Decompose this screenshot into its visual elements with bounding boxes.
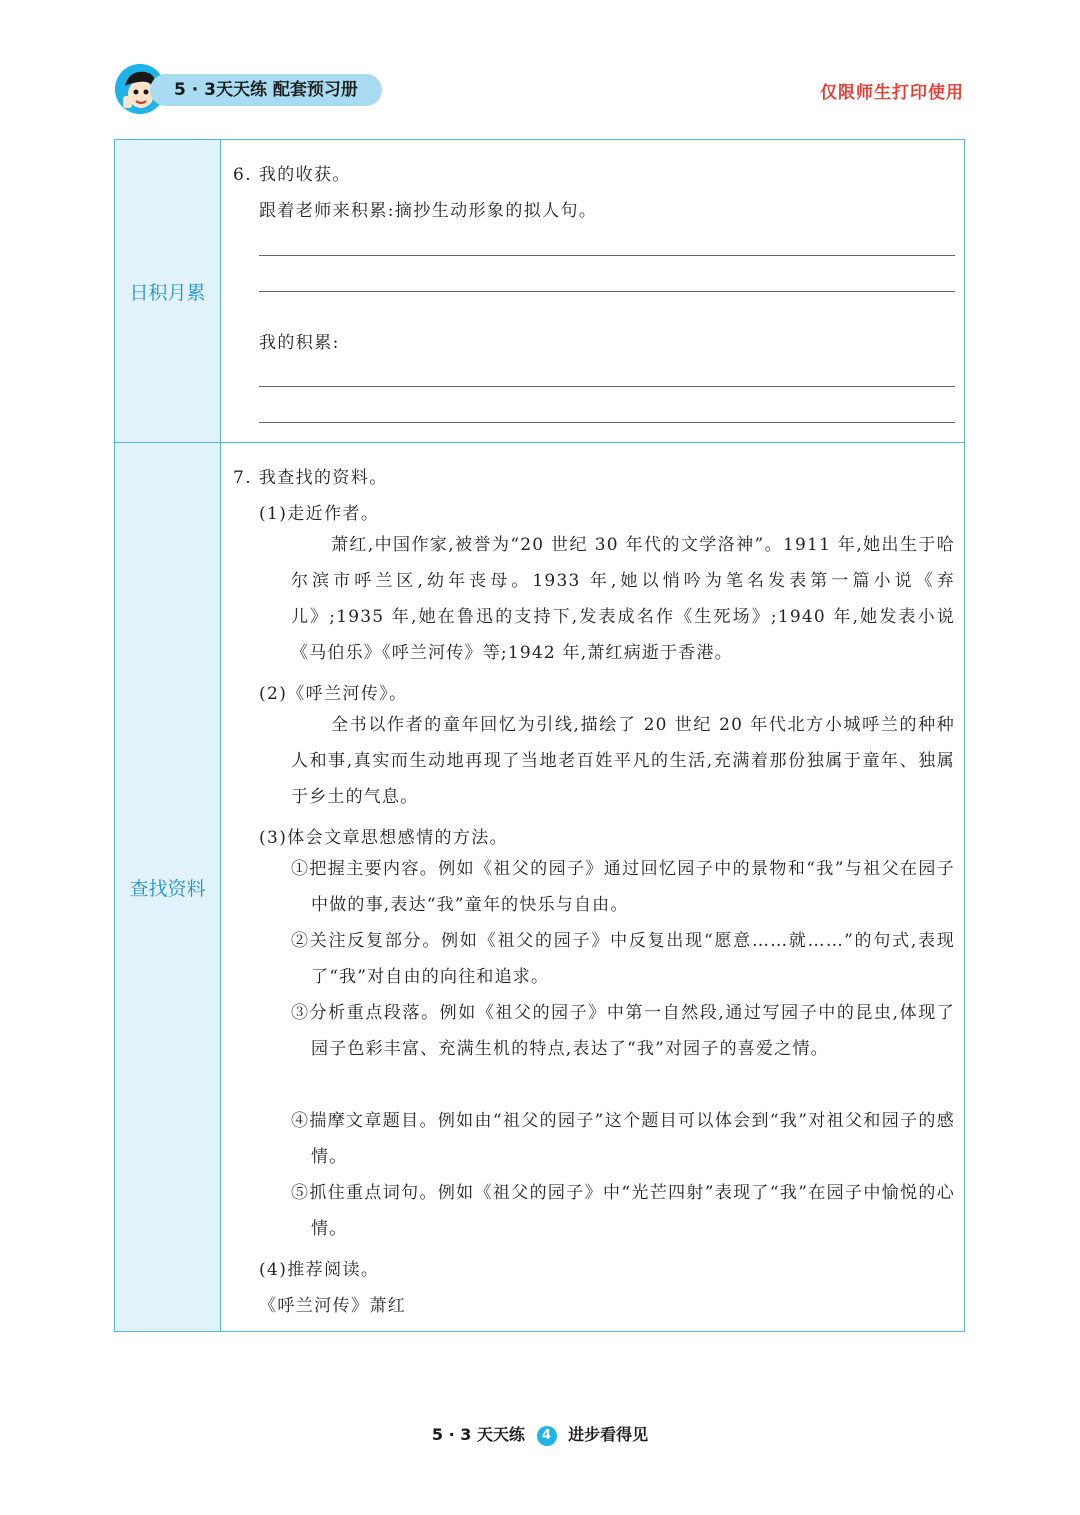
print-notice: 仅限师生打印使用	[820, 83, 964, 103]
subsection-title: (2)《呼兰河传》。	[259, 684, 408, 704]
page-footer	[0, 1422, 1080, 1446]
method-item: ①把握主要内容。例如《祖父的园子》通过回忆园子中的景物和“我”与祖父在园子中做的事,表达“我”童年的快乐与自由。	[291, 859, 955, 915]
answer-line[interactable]	[259, 422, 955, 423]
prompt-text: 我的积累:	[259, 333, 340, 353]
section-label: 日积月累	[115, 140, 221, 442]
prompt-text: 跟着老师来积累:摘抄生动形象的拟人句。	[259, 201, 598, 221]
subsection-title: (1)走近作者。	[259, 504, 380, 524]
answer-line[interactable]	[259, 386, 955, 387]
author-paragraph: 萧红,中国作家,被誉为“20 世纪 30 年代的文学洛神”。1911 年,她出生于哈尔滨市呼兰区,幼年丧母。1933 年,她以悄吟为笔名发表第一篇小说《弃儿》;1935 年,她在鲁迅的支持下,发表成名作《生死场》;1940 年,她发表小说《马伯乐》《呼兰河传》等;1942 年,萧红病逝于香港。	[291, 535, 955, 663]
method-item: ④揣摩文章题目。例如由“祖父的园子”这个题目可以体会到“我”对祖父和园子的感情。	[291, 1111, 955, 1167]
section-row-accumulation	[115, 140, 964, 442]
series-title: 5 · 3天天练 配套预习册	[150, 74, 382, 106]
page-number: 4	[537, 1426, 557, 1446]
recommended-book: 《呼兰河传》萧红	[259, 1296, 407, 1316]
worksheet-table	[114, 139, 965, 1332]
method-item: ②关注反复部分。例如《祖父的园子》中反复出现“愿意……就……”的句式,表现了“我”对自由的向往和追求。	[291, 931, 955, 987]
section-row-research	[115, 442, 964, 1331]
footer-slogan: 进步看得见	[568, 1425, 649, 1444]
section-label: 查找资料	[115, 443, 221, 1331]
subsection-title: (4)推荐阅读。	[259, 1260, 380, 1280]
question-title: 6. 我的收获。	[233, 165, 351, 185]
section-content	[221, 443, 964, 1331]
subsection-title: (3)体会文章思想感情的方法。	[259, 828, 509, 848]
footer-series: 5 · 3 天天练	[431, 1425, 525, 1444]
section-content	[221, 140, 964, 442]
question-title: 7. 我查找的资料。	[233, 468, 388, 488]
book-paragraph: 全书以作者的童年回忆为引线,描绘了 20 世纪 20 年代北方小城呼兰的种种人和事,真实而生动地再现了当地老百姓平凡的生活,充满着那份独属于童年、独属于乡土的气息。	[291, 715, 955, 807]
method-item: ③分析重点段落。例如《祖父的园子》中第一自然段,通过写园子中的昆虫,体现了园子色彩丰富、充满生机的特点,表达了“我”对园子的喜爱之情。	[291, 1003, 955, 1059]
answer-line[interactable]	[259, 255, 955, 256]
answer-line[interactable]	[259, 291, 955, 292]
method-item: ⑤抓住重点词句。例如《祖父的园子》中“光芒四射”表现了“我”在园子中愉悦的心情。	[291, 1183, 955, 1239]
